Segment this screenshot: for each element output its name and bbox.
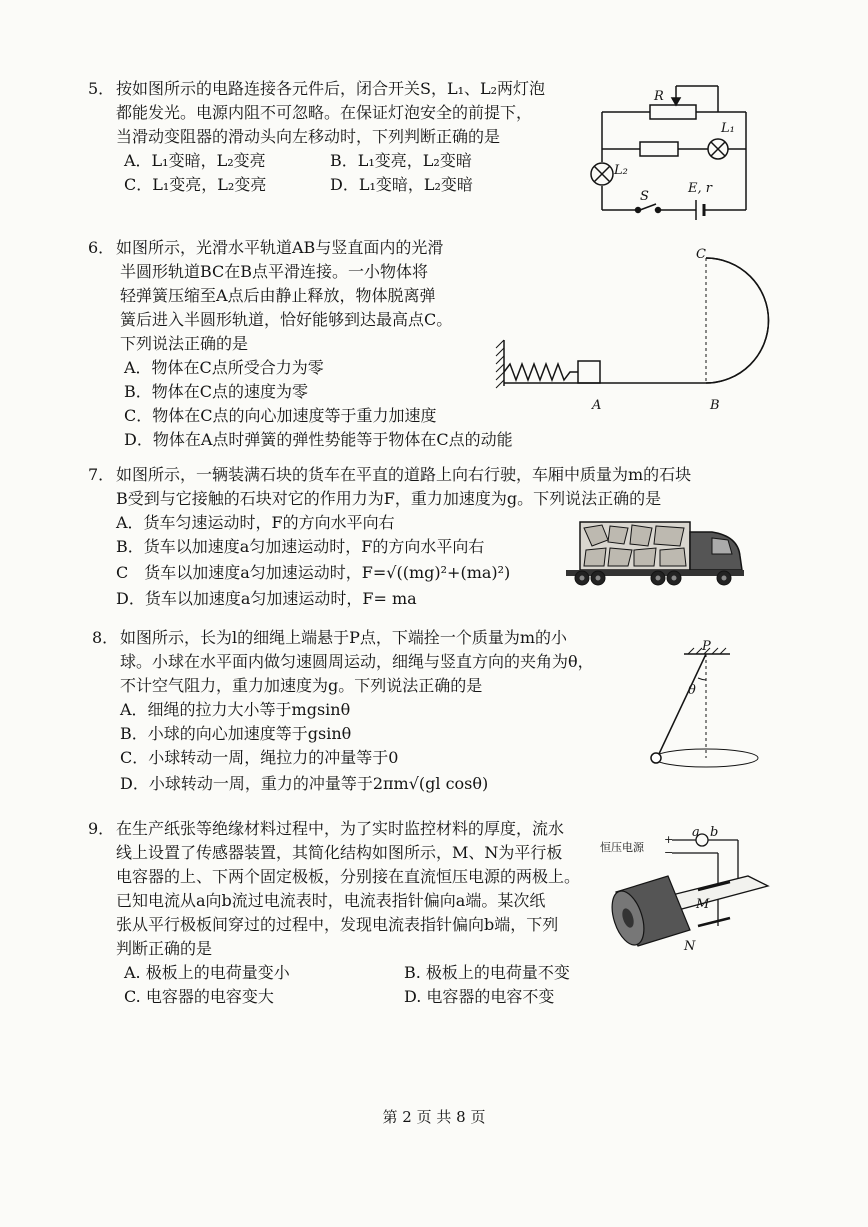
question-9-option-a: A. 极板上的电荷量变小 (124, 963, 290, 982)
question-6-option-b: B．物体在C点的速度为零 (124, 382, 309, 401)
question-9-option-d: D. 电容器的电容不变 (404, 987, 555, 1006)
label-r: R (654, 89, 664, 104)
label-c: C (696, 247, 706, 262)
question-5-option-c: C．L₁变亮，L₂变亮 (124, 175, 267, 194)
label-plus: + (664, 833, 674, 846)
question-8-option-d: D．小球转动一周，重力的冲量等于2πm√(gl cosθ) (120, 774, 489, 793)
question-5-option-b: B．L₁变亮，L₂变暗 (330, 151, 472, 170)
question-6-option-a: A．物体在C点所受合力为零 (124, 358, 324, 377)
question-7-option-a: A．货车匀速运动时，F的方向水平向右 (116, 513, 395, 532)
question-6-stem-line-3: 轻弹簧压缩至A点后由静止释放，物体脱离弹 (120, 286, 436, 305)
question-9-stem-line-6: 判断正确的是 (116, 939, 213, 958)
question-5-option-d: D．L₁变暗，L₂变暗 (330, 175, 473, 194)
resistor (640, 142, 678, 156)
question-6-track-figure (490, 244, 750, 414)
plate-n (698, 918, 730, 926)
question-9-stem-line-1: 在生产纸张等绝缘材料过程中，为了实时监控材料的厚度，流水 (116, 819, 565, 838)
label-b: b (710, 825, 719, 840)
ball (651, 753, 661, 763)
block (578, 361, 600, 383)
paper-roll (606, 876, 690, 949)
string (658, 654, 706, 756)
question-5-circuit-figure (578, 62, 778, 222)
page-footer: 第 2 页 共 8 页 (382, 1108, 486, 1126)
label-theta: θ (688, 683, 696, 698)
question-8-stem-line-3: 不计空气阻力，重力加速度为g。下列说法正确的是 (120, 676, 483, 695)
question-6-option-c: C．物体在C点的向心加速度等于重力加速度 (124, 406, 437, 425)
label-l1: L₁ (721, 121, 735, 136)
label-minus: − (664, 846, 674, 859)
conical-pendulum-diagram (640, 640, 770, 780)
label-b: B (710, 398, 720, 413)
label-p: P (702, 639, 711, 654)
label-n: N (684, 939, 696, 954)
spring (504, 364, 578, 380)
rheostat-r (650, 105, 696, 119)
label-m: M (696, 897, 710, 912)
question-8-option-a: A．细绳的拉力大小等于mgsinθ (120, 700, 351, 719)
question-9-option-c: C. 电容器的电容变大 (124, 987, 274, 1006)
label-emf: E, r (688, 181, 712, 196)
question-6-stem-line-1: 如图所示，光滑水平轨道AB与竖直面内的光滑 (116, 238, 444, 257)
question-5-stem-line-2: 都能发光。电源内阻不可忽略。在保证灯泡安全的前提下， (116, 103, 533, 122)
label-l2: L₂ (614, 163, 628, 178)
question-9-stem-line-4: 已知电流从a向b流过电流表时，电流表指针偏向a端。某次纸 (116, 891, 546, 910)
question-7-option-d: D．货车以加速度a匀加速运动时，F= ma (116, 589, 417, 608)
question-9-option-b: B. 极板上的电荷量不变 (404, 963, 570, 982)
question-8-stem-line-2: 球。小球在水平面内做匀速圆周运动，细绳与竖直方向的夹角为θ， (120, 652, 594, 671)
label-a: a (692, 825, 700, 840)
question-5-number: 5． (88, 79, 115, 98)
question-5-option-a: A．L₁变暗，L₂变亮 (124, 151, 266, 170)
question-6-option-d: D．物体在A点时弹簧的弹性势能等于物体在C点的动能 (124, 430, 513, 449)
question-9-number: 9． (88, 819, 115, 838)
question-6-stem-line-4: 簧后进入半圆形轨道，恰好能够到达最高点C。 (120, 310, 453, 329)
question-6-number: 6． (88, 238, 115, 257)
question-7-option-b: B．货车以加速度a匀加速运动时，F的方向水平向右 (116, 537, 485, 556)
question-8-stem-line-1: 如图所示，长为l的细绳上端悬于P点，下端拴一个质量为m的小 (120, 628, 568, 647)
question-8-pendulum-figure (640, 640, 770, 780)
question-9-sensor-figure (598, 826, 778, 956)
question-7-option-c: C 货车以加速度a匀加速运动时，F=√((mg)²+(ma)²) (116, 563, 511, 582)
label-power-supply: 恒压电源 (600, 841, 644, 854)
question-9-stem-line-3: 电容器的上、下两个固定极板，分别接在直流恒压电源的两极上。 (116, 867, 581, 886)
label-s: S (640, 189, 649, 204)
question-5-stem-line-1: 按如图所示的电路连接各元件后，闭合开关S，L₁、L₂两灯泡 (116, 79, 546, 98)
question-8-option-b: B．小球的向心加速度等于gsinθ (120, 724, 352, 743)
question-6-stem-line-5: 下列说法正确的是 (120, 334, 249, 353)
circuit-diagram (578, 62, 778, 222)
semicircle-track (706, 258, 769, 383)
question-8-number: 8． (92, 628, 119, 647)
truck-picture (562, 516, 752, 588)
switch-s (640, 204, 656, 210)
capacitor-sensor-diagram (598, 826, 778, 956)
question-8-option-c: C．小球转动一周，绳拉力的冲量等于0 (120, 748, 399, 767)
question-6-stem-line-2: 半圆形轨道BC在B点平滑连接。一小物体将 (120, 262, 429, 281)
question-9-stem-line-2: 线上设置了传感器装置，其简化结构如图所示，M、N为平行板 (116, 843, 563, 862)
question-5-stem-line-3: 当滑动变阻器的滑动头向左移动时，下列判断正确的是 (116, 127, 501, 146)
question-7-number: 7． (88, 465, 115, 484)
label-a: A (592, 398, 602, 413)
question-7-stem-line-2: B受到与它接触的石块对它的作用力为F，重力加速度为g。下列说法正确的是 (116, 489, 662, 508)
question-7-stem-line-1: 如图所示，一辆装满石块的货车在平直的道路上向右行驶，车厢中质量为m的石块 (116, 465, 692, 484)
question-9-stem-line-5: 张从平行极板间穿过的过程中，发现电流表指针偏向b端，下列 (116, 915, 559, 934)
question-7-truck-figure (562, 516, 752, 588)
track-diagram (490, 244, 750, 414)
